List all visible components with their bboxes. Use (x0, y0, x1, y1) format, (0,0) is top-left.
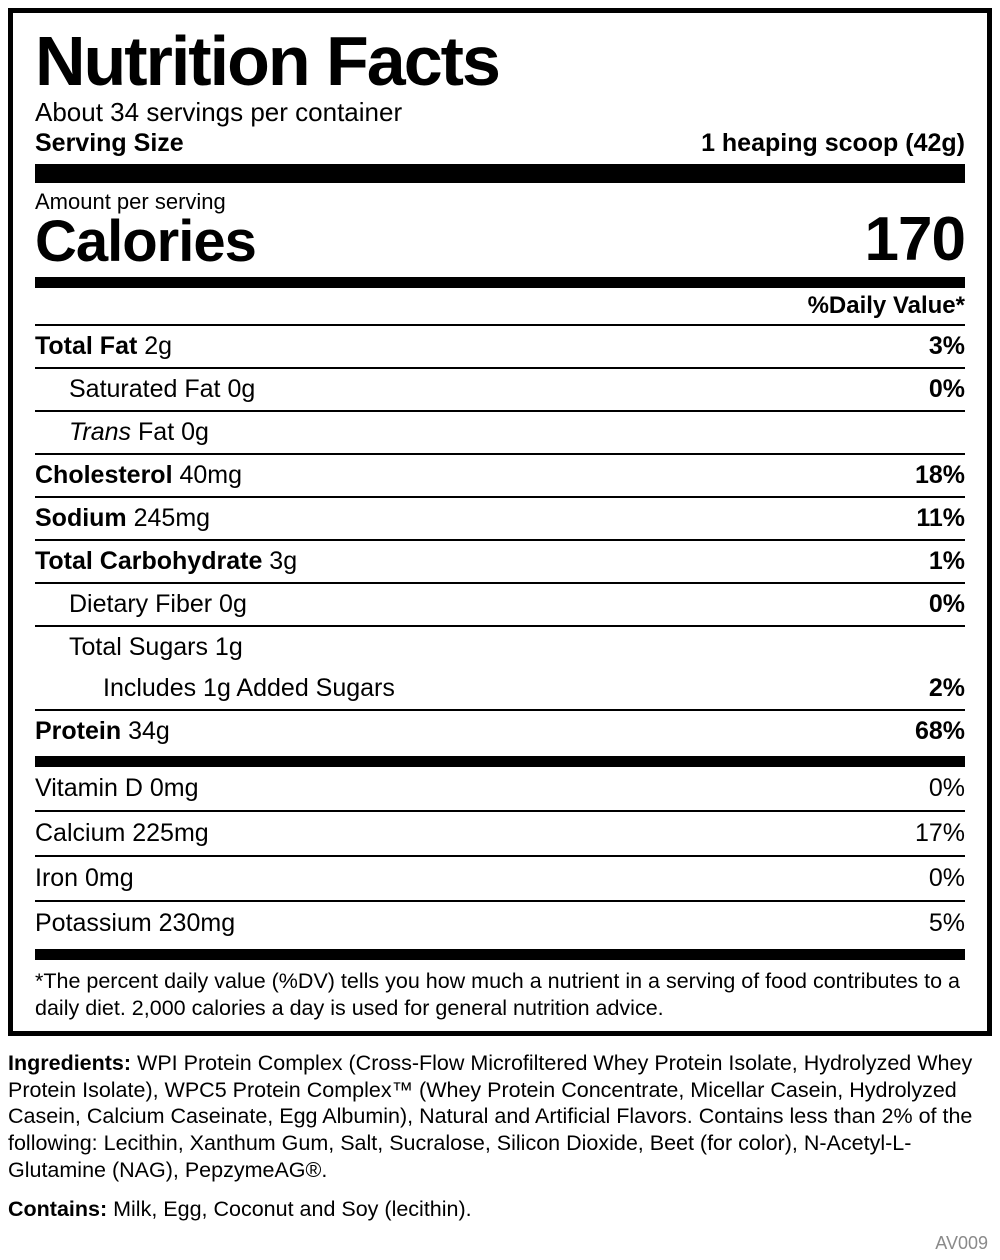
vitamin-row (35, 812, 965, 855)
nutrient-row (35, 498, 965, 539)
nutrient-row (35, 627, 965, 668)
nutrient-row (35, 668, 965, 709)
nutrient-row (35, 369, 965, 410)
vitamin-row (35, 902, 965, 945)
vitamin-dv: 0% (928, 774, 965, 803)
nutrient-row (35, 584, 965, 625)
amount-per-serving-label: Amount per serving (35, 189, 226, 215)
serving-size-row (35, 129, 965, 162)
nutrient-dv: 0% (928, 590, 965, 619)
divider-medium-footnote (35, 949, 965, 960)
nutrition-label-page (0, 8, 1000, 1260)
nutrient-name: Includes 1g Added Sugars (103, 674, 395, 703)
nutrient-dv: 11% (916, 504, 965, 533)
ingredients-heading: Ingredients: (8, 1050, 132, 1075)
daily-value-footnote: *The percent daily value (%DV) tells you how much a nutrient in a serving of food contributes to a daily diet. 2,000 calories a day is used for general nutrition advice. (35, 969, 960, 1020)
vitamin-dv: 17% (914, 819, 965, 848)
nutrition-facts-panel (8, 8, 992, 1036)
contains-text: Milk, Egg, Coconut and Soy (lecithin). (113, 1197, 472, 1222)
vitamin-row (35, 857, 965, 900)
calories-label: Calories (35, 209, 256, 275)
daily-value-header: %Daily Value* (807, 292, 965, 320)
calories-value: 170 (864, 205, 965, 275)
vitamins-section (35, 767, 965, 945)
serving-size-value: 1 heaping scoop (42g) (701, 129, 965, 158)
servings-per-container: About 34 servings per container (35, 96, 403, 127)
vitamin-name: Iron 0mg (35, 864, 134, 893)
vitamin-name: Calcium 225mg (35, 819, 209, 848)
nutrient-dv: 0% (928, 375, 965, 404)
nutrient-dv: 2% (928, 674, 965, 703)
ingredients-text: WPI Protein Complex (Cross-Flow Microfiltered Whey Protein Isolate, Hydrolyzed Whey Protein Isolate), WPC5 Protein Complex™ (Whey Protein Concentrate, Micellar Casein, Hydrolyzed Casein, Calcium Caseinate, Egg Albumin), Natural and Artificial Flavors. Contains less than 2% of the following: Lecithin, Xanthum Gum, Salt, Sucralose, Silicon Dioxide, Beet (for color), N-Acetyl-L-Glutamine (NAG), PepzymeAG®. (8, 1050, 973, 1182)
nutrient-row (35, 455, 965, 496)
nutrient-dv: 3% (928, 332, 965, 361)
vitamin-row (35, 767, 965, 810)
divider-medium-vitamins (35, 756, 965, 767)
serving-size-label: Serving Size (35, 129, 184, 158)
calories-row (35, 205, 965, 275)
nutrient-name: Sodium 245mg (35, 504, 211, 533)
nutrient-name: Protein 34g (35, 717, 170, 746)
nutrient-row (35, 412, 965, 453)
contains-section (0, 1183, 1000, 1222)
nutrient-row (35, 541, 965, 582)
vitamin-dv: 0% (928, 864, 965, 893)
nutrient-dv: 1% (928, 547, 965, 576)
label-code: AV009 (935, 1233, 988, 1253)
nutrient-name: Total Sugars 1g (69, 633, 243, 662)
ingredients-section (0, 1036, 1000, 1183)
vitamin-name: Potassium 230mg (35, 909, 236, 938)
divider-medium-calories (35, 277, 965, 288)
nutrient-dv: 18% (914, 461, 965, 490)
nutrient-row (35, 711, 965, 752)
nutrient-name: Saturated Fat 0g (69, 375, 256, 404)
page-title: Nutrition Facts (35, 22, 499, 100)
nutrient-name: Cholesterol 40mg (35, 461, 243, 490)
nutrient-name: Dietary Fiber 0g (69, 590, 247, 619)
nutrient-name: Total Fat 2g (35, 332, 173, 361)
vitamin-dv: 5% (928, 909, 965, 938)
divider-thick-top (35, 164, 965, 183)
vitamin-name: Vitamin D 0mg (35, 774, 199, 803)
nutrient-row (35, 326, 965, 367)
nutrient-name: Total Carbohydrate 3g (35, 547, 298, 576)
nutrient-name: Trans Fat 0g (69, 418, 209, 447)
contains-heading: Contains: (8, 1197, 108, 1222)
nutrient-dv: 68% (914, 717, 965, 746)
